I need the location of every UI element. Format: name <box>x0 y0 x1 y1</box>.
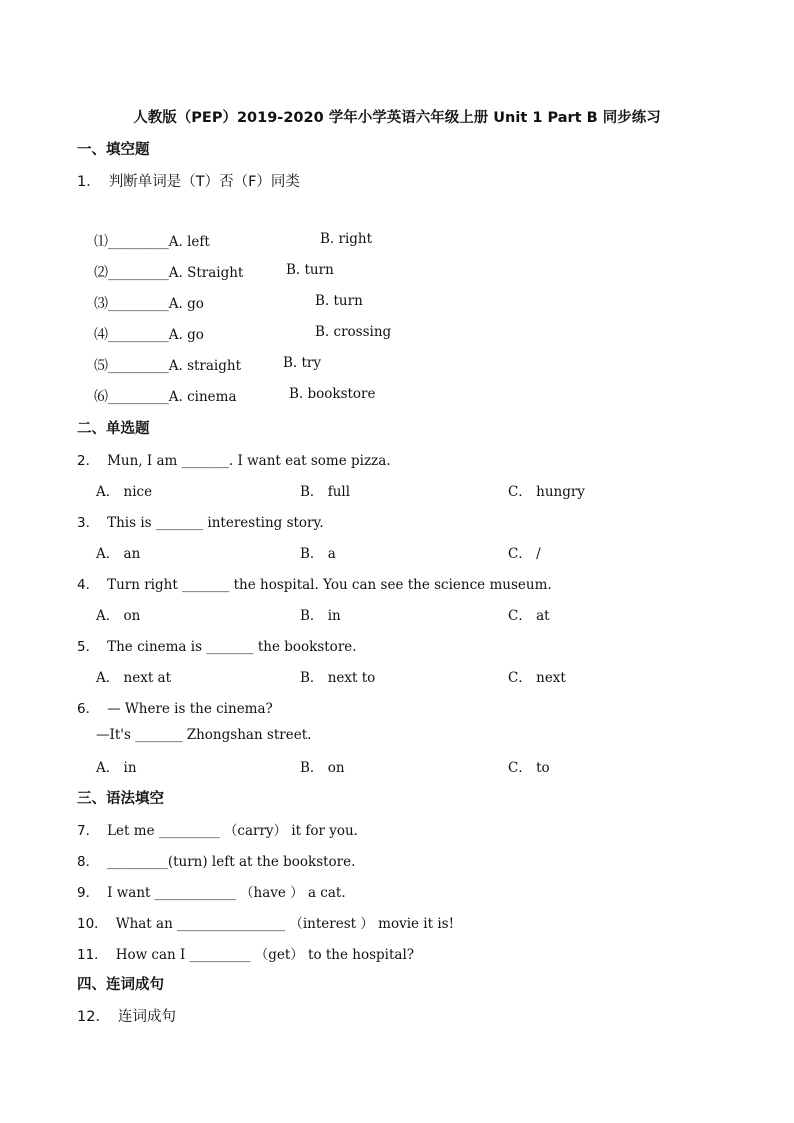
item-number: ⑸ <box>94 358 108 374</box>
q4-option-a[interactable]: A． on <box>96 608 141 624</box>
question-3 <box>77 511 324 531</box>
question-number: 8． <box>77 854 100 870</box>
q1-item-6 <box>94 386 237 406</box>
q1-item-4-option-b: B. crossing <box>315 324 392 340</box>
q2-option-a[interactable]: A． nice <box>96 484 153 500</box>
question-6 <box>77 697 273 717</box>
question-number: 4． <box>77 577 100 593</box>
question-text: — Where is the cinema? <box>107 701 273 717</box>
question-text: 连词成句 <box>117 1009 176 1025</box>
q1-item-6-option-b: B. bookstore <box>289 386 376 402</box>
question-number: 3． <box>77 515 100 531</box>
option-a: A. cinema <box>168 389 237 405</box>
question-5 <box>77 635 357 655</box>
answer-blank[interactable]: _________ <box>108 234 169 250</box>
q1-item-5 <box>94 355 241 375</box>
q1-item-3-option-b: B. turn <box>315 293 363 309</box>
question-text: How can I _________ （get） to the hospital? <box>115 947 415 963</box>
question-text: 判断单词是（T）否（F）同类 <box>108 174 300 190</box>
question-text: Turn right _______ the hospital. You can see the science museum. <box>107 577 552 593</box>
q1-item-4 <box>94 324 204 344</box>
item-number: ⑵ <box>94 265 108 281</box>
question-10 <box>77 912 454 932</box>
section-heading-grammar-fill: 三、语法填空 <box>77 791 164 807</box>
q6-option-b[interactable]: B． on <box>300 760 345 776</box>
question-9 <box>77 881 346 901</box>
option-a: A. straight <box>168 358 242 374</box>
question-number: 12． <box>77 1009 110 1025</box>
question-text: _________(turn) left at the bookstore. <box>107 854 356 870</box>
q6-option-c[interactable]: C． to <box>508 760 550 776</box>
q5-option-c[interactable]: C． next <box>508 670 566 686</box>
q4-option-c[interactable]: C． at <box>508 608 550 624</box>
q1-item-3 <box>94 293 204 313</box>
q2-option-b[interactable]: B． full <box>300 484 351 500</box>
section-heading-sentence-build: 四、连词成句 <box>77 977 164 993</box>
question-text: Mun, I am _______. I want eat some pizza. <box>107 453 391 469</box>
question-number: 6． <box>77 701 100 717</box>
option-a: A. go <box>168 327 204 343</box>
question-number: 1． <box>77 174 101 190</box>
answer-blank[interactable]: _________ <box>108 358 169 374</box>
question-text: This is _______ interesting story. <box>107 515 324 531</box>
q5-option-a[interactable]: A． next at <box>96 670 172 686</box>
question-1 <box>77 170 300 191</box>
answer-blank[interactable]: _________ <box>108 296 169 312</box>
item-number: ⑹ <box>94 389 108 405</box>
q1-item-5-option-b: B. try <box>283 355 322 371</box>
question-4 <box>77 573 552 593</box>
q6-option-a[interactable]: A． in <box>96 760 137 776</box>
answer-blank[interactable]: _________ <box>108 389 169 405</box>
answer-blank[interactable]: _________ <box>108 265 169 281</box>
question-number: 5． <box>77 639 100 655</box>
question-2 <box>77 449 391 469</box>
q4-option-b[interactable]: B． in <box>300 608 341 624</box>
q1-item-1 <box>94 231 210 251</box>
q1-item-2 <box>94 262 243 282</box>
question-number: 2． <box>77 453 100 469</box>
question-11 <box>77 943 414 963</box>
question-text: I want ____________ （have ） a cat. <box>107 885 346 901</box>
section-heading-fill-blank: 一、填空题 <box>77 142 150 158</box>
option-a: A. left <box>168 234 210 250</box>
q3-option-c[interactable]: C． / <box>508 546 541 562</box>
question-text: Let me _________ （carry） it for you. <box>107 823 358 839</box>
question-6-line-2: —It's _______ Zhongshan street. <box>96 727 312 743</box>
page-title: 人教版（PEP）2019-2020 学年小学英语六年级上册 Unit 1 Part B 同步练习 <box>133 110 661 126</box>
question-text: What an ________________ （interest ） movie it is! <box>115 916 455 932</box>
q1-item-2-option-b: B. turn <box>286 262 334 278</box>
q3-option-b[interactable]: B． a <box>300 546 336 562</box>
question-8 <box>77 850 355 870</box>
item-number: ⑴ <box>94 234 108 250</box>
q1-item-1-option-b: B. right <box>320 231 373 247</box>
q3-option-a[interactable]: A． an <box>96 546 141 562</box>
option-a: A. go <box>168 296 204 312</box>
option-a: A. Straight <box>168 265 244 281</box>
question-number: 9． <box>77 885 100 901</box>
section-heading-multiple-choice: 二、单选题 <box>77 421 150 437</box>
question-number: 7． <box>77 823 100 839</box>
q5-option-b[interactable]: B． next to <box>300 670 376 686</box>
q2-option-c[interactable]: C． hungry <box>508 484 585 500</box>
question-number: 11． <box>77 947 108 963</box>
question-12 <box>77 1005 176 1026</box>
item-number: ⑷ <box>94 327 108 343</box>
question-7 <box>77 819 358 839</box>
item-number: ⑶ <box>94 296 108 312</box>
question-number: 10． <box>77 916 108 932</box>
question-text: The cinema is _______ the bookstore. <box>107 639 357 655</box>
answer-blank[interactable]: _________ <box>108 327 169 343</box>
